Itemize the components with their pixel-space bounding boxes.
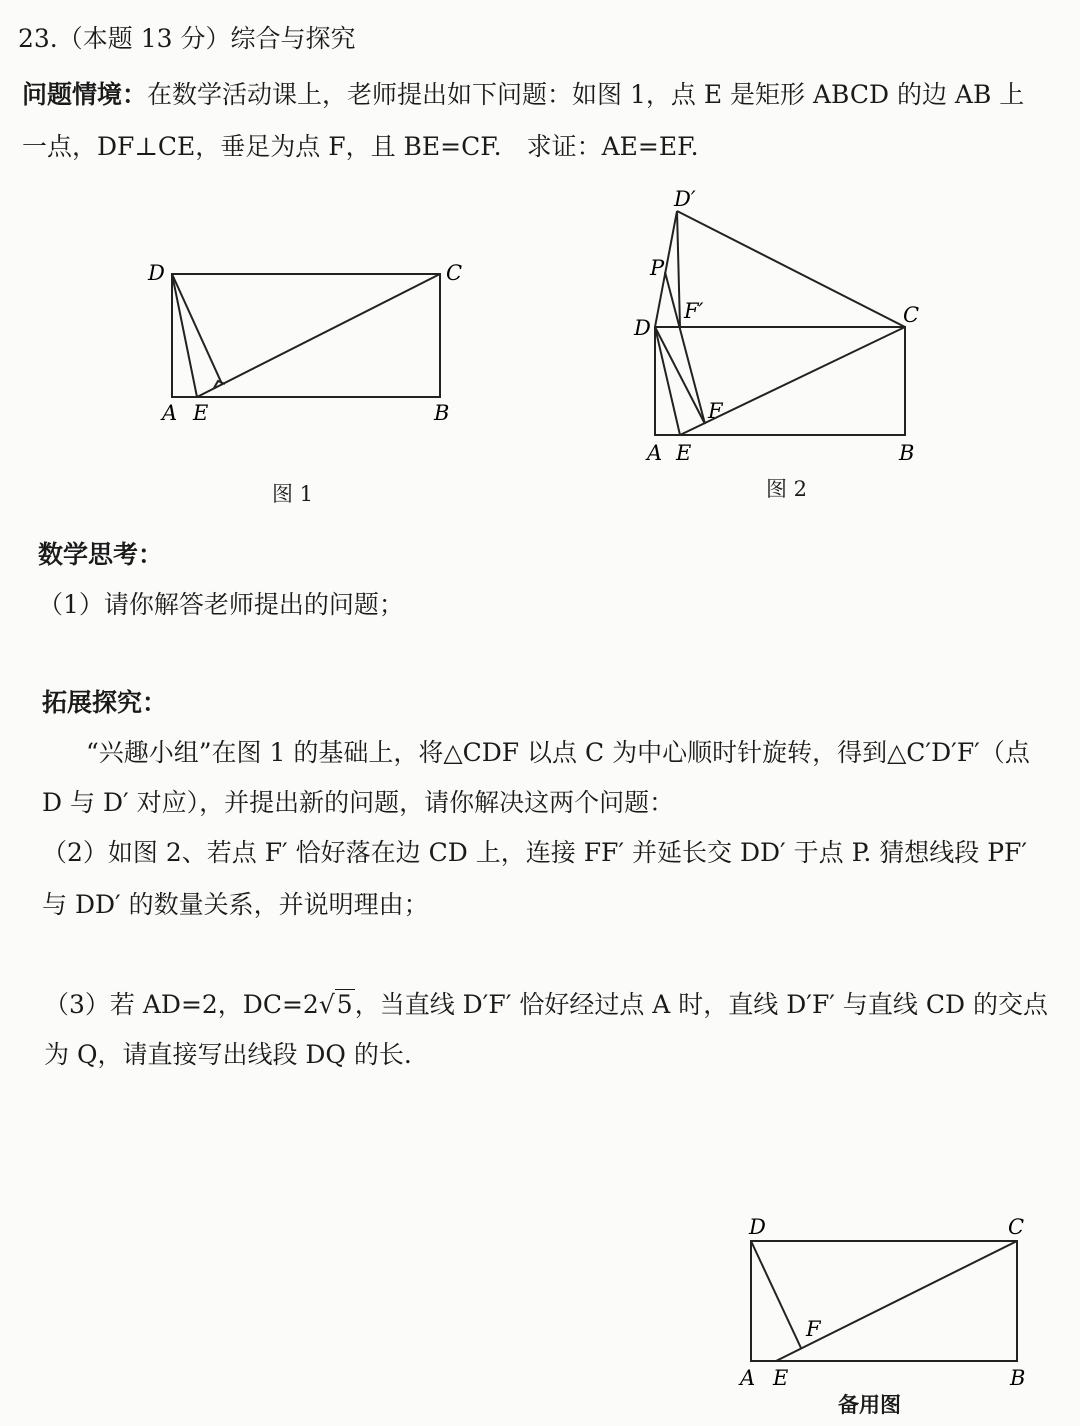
fig2-label-A: A — [647, 441, 663, 465]
fig2-caption: 图 2 — [766, 477, 808, 501]
figure-2 — [630, 185, 930, 465]
fig3-label-D: D — [749, 1215, 766, 1239]
fig2-rectangle — [655, 327, 905, 435]
fig2-segment-DF — [655, 327, 705, 424]
figure-1 — [140, 255, 463, 425]
think-heading: 数学思考： — [38, 540, 164, 569]
fig3-label-A: A — [740, 1366, 756, 1390]
fig2-label-E: E — [676, 441, 692, 465]
fig2-segment-DpC — [677, 211, 905, 327]
part-3-line-1 — [44, 990, 1048, 1020]
fig3-label-E: E — [773, 1366, 789, 1390]
fig2-segment-DE — [655, 327, 680, 435]
fig2-label-F: F — [708, 399, 723, 423]
fig2-segment-DpFp — [677, 211, 680, 327]
fig2-label-B: B — [899, 441, 915, 465]
part-3-text-a: （3）若 AD=2，DC=2 — [44, 990, 319, 1019]
fig3-label-C: C — [1008, 1215, 1025, 1239]
fig1-label-E: E — [193, 401, 209, 425]
sqrt-radicand: 5 — [336, 990, 353, 1019]
figure-backup — [735, 1215, 1035, 1390]
fig2-label-D: D — [634, 316, 651, 340]
situation-line-2: 一点，DF⊥CE，垂足为点 F，且 BE=CF. 求证：AE=EF. — [22, 132, 699, 161]
fig1-rectangle — [172, 274, 440, 397]
sqrt-expression: √5 — [318, 990, 353, 1019]
fig1-label-A: A — [162, 401, 178, 425]
situation-heading: 问题情境： — [22, 80, 148, 109]
fig1-segment-DE — [172, 274, 197, 397]
fig1-label-C: C — [446, 261, 463, 285]
fig1-segment-DF — [172, 274, 222, 384]
fig3-label-F: F — [806, 1317, 821, 1341]
fig3-segment-CE — [776, 1241, 1017, 1361]
fig3-caption: 备用图 — [838, 1392, 901, 1417]
part-1: （1）请你解答老师提出的问题； — [38, 590, 404, 619]
situation-line-1 — [22, 80, 1024, 110]
fig3-segment-DF — [751, 1241, 801, 1348]
part-2-line-1: （2）如图 2、若点 F′ 恰好落在边 CD 上，连接 FF′ 并延长交 DD′ 于点 P. 猜想线段 PF′ — [42, 838, 1028, 867]
question-title: 23.（本题 13 分）综合与探究 — [18, 24, 356, 53]
part-3-line-2: 为 Q，请直接写出线段 DQ 的长. — [44, 1040, 412, 1069]
fig1-segment-CE — [197, 274, 440, 397]
fig3-label-B: B — [1010, 1366, 1026, 1390]
fig3-rectangle — [751, 1241, 1017, 1361]
fig1-caption: 图 1 — [272, 482, 314, 506]
fig2-label-Dp: D′ — [674, 187, 696, 211]
fig2-segment-PF — [665, 272, 705, 424]
fig2-label-Fp: F′ — [684, 299, 704, 323]
part-2-line-2: 与 DD′ 的数量关系，并说明理由； — [42, 890, 429, 919]
part-3-text-b: ，当直线 D′F′ 恰好经过点 A 时，直线 D′F′ 与直线 CD 的交点 — [354, 990, 1048, 1019]
fig2-label-P: P — [650, 256, 665, 280]
fig2-label-C: C — [903, 303, 920, 327]
explore-heading: 拓展探究： — [42, 688, 168, 717]
explore-line-2: D 与 D′ 对应），并提出新的问题，请你解决这两个问题： — [42, 788, 675, 817]
fig1-label-B: B — [434, 401, 450, 425]
fig1-label-D: D — [148, 261, 165, 285]
situation-text-1: 在数学活动课上，老师提出如下问题：如图 1，点 E 是矩形 ABCD 的边 AB 上 — [147, 80, 1025, 109]
explore-line-1: “兴趣小组”在图 1 的基础上，将△CDF 以点 C 为中心顺时针旋转，得到△C′D′F′（点 — [86, 738, 1030, 767]
